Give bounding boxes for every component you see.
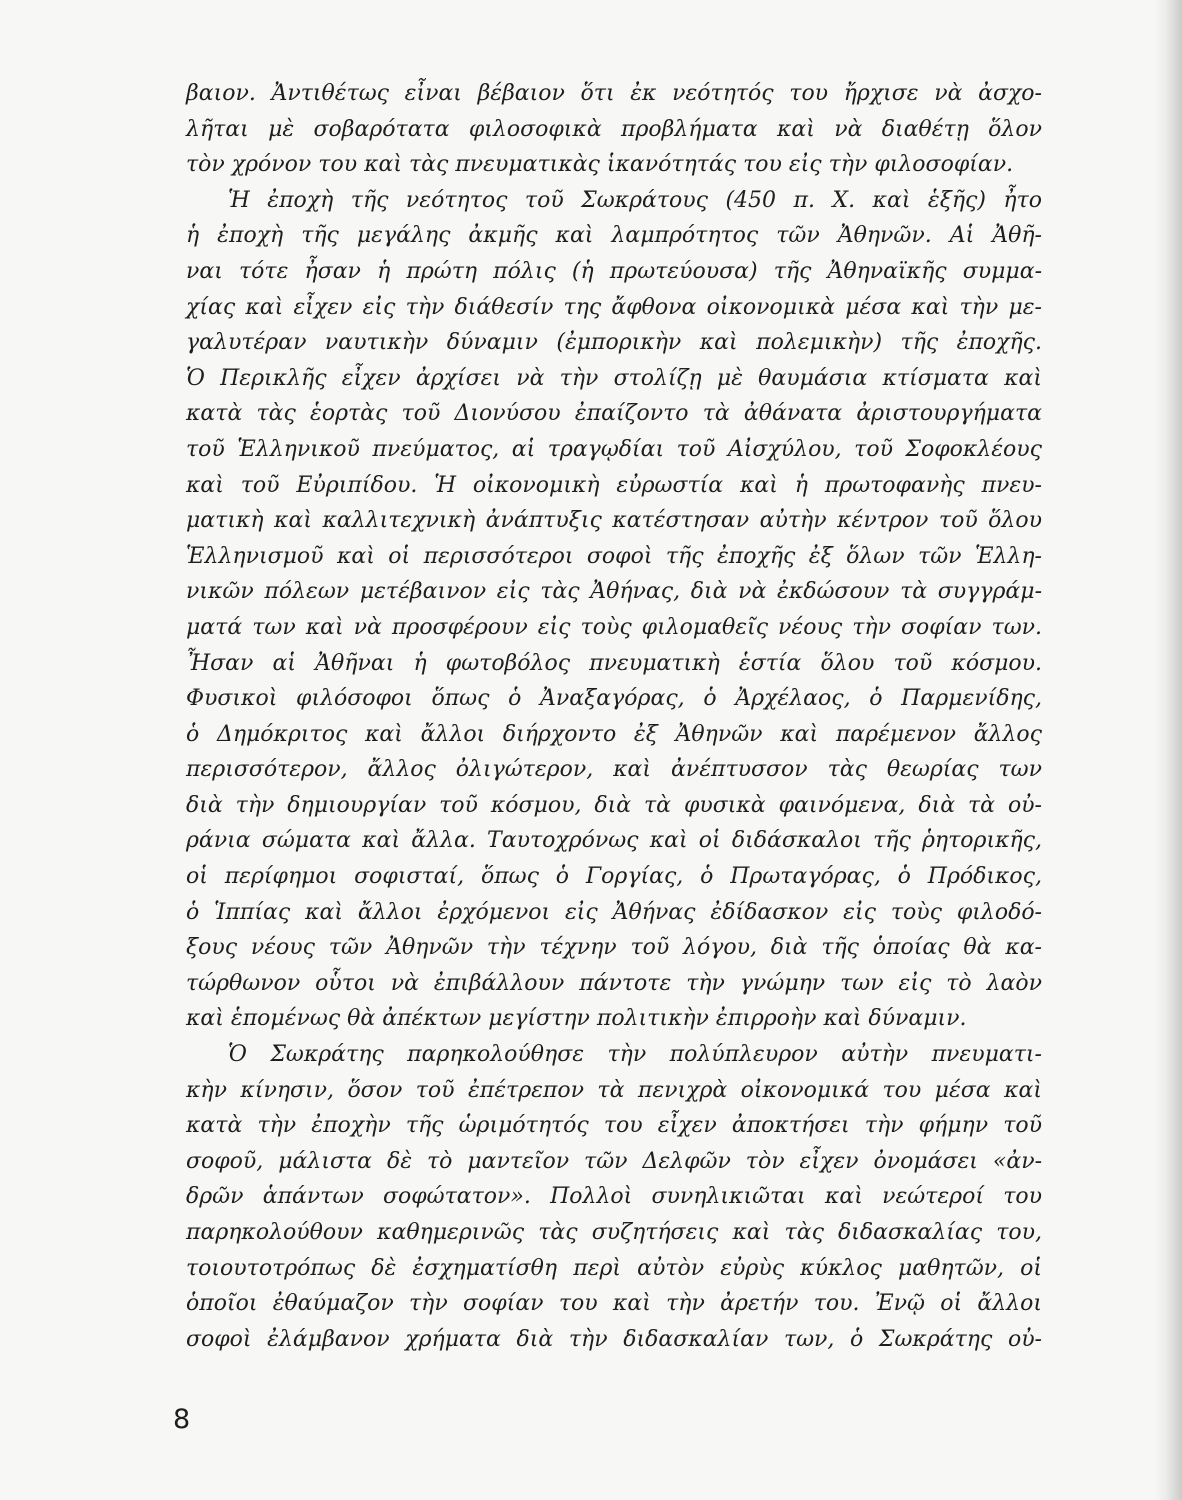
text-line: δρῶν ἁπάντων σοφώτατον». Πολλοὶ συνηλικιῶται καὶ νεώτεροί του [186, 1184, 1042, 1210]
text-line: Ὁ Σωκράτης παρηκολούθησε τὴν πολύπλευρον αὐτὴν πνευματι- [228, 1042, 1042, 1068]
text-line: λῆται μὲ σοβαρότατα φιλοσοφικὰ προβλήματα καὶ νὰ διαθέτῃ ὅλον [186, 116, 1042, 142]
text-line: τοιουτοτρόπως δὲ ἐσχηματίσθη περὶ αὐτὸν εὐρὺς κύκλος μαθητῶν, οἱ [186, 1255, 1042, 1281]
text-line: κατὰ τὰς ἑορτὰς τοῦ Διονύσου ἐπαίζοντο τὰ ἀθάνατα ἀριστουργήματα [186, 401, 1042, 427]
text-line: ξους νέους τῶν Ἀθηνῶν τὴν τέχνην τοῦ λόγου, διὰ τῆς ὁποίας θὰ κα- [186, 935, 1042, 961]
text-line: βαιον. Ἀντιθέτως εἶναι βέβαιον ὅτι ἐκ νεότητός του ἤρχισε νὰ ἀσχο- [186, 81, 1042, 106]
text-line: σοφοῦ, μάλιστα δὲ τὸ μαντεῖον τῶν Δελφῶν τὸν εἶχεν ὀνομάσει «ἀν- [186, 1148, 1042, 1174]
text-line: νικῶν πόλεων μετέβαινον εἰς τὰς Ἀθήνας, διὰ νὰ ἐκδώσουν τὰ συγγράμ- [186, 579, 1042, 605]
text-line: τὸν χρόνον του καὶ τὰς πνευματικὰς ἱκανότητάς του εἰς τὴν φιλοσοφίαν. [186, 152, 1014, 178]
text-line: τώρθωνον οὗτοι νὰ ἐπιβάλλουν πάντοτε τὴν γνώμην των εἰς τὸ λαὸν [186, 970, 1042, 996]
text-line: γαλυτέραν ναυτικὴν δύναμιν (ἐμπορικὴν καὶ πολεμικὴν) τῆς ἐποχῆς. [186, 330, 1042, 356]
text-line: καὶ τοῦ Εὐριπίδου. Ἡ οἰκονομικὴ εὐρωστία καὶ ἡ πρωτοφανὴς πνευ- [186, 472, 1042, 498]
page-number: 8 [173, 1404, 191, 1435]
text-line: Ἦσαν αἱ Ἀθῆναι ἡ φωτοβόλος πνευματικὴ ἑστία ὅλου τοῦ κόσμου. [186, 650, 1042, 676]
text-line: οἱ περίφημοι σοφισταί, ὅπως ὁ Γοργίας, ὁ Πρωταγόρας, ὁ Πρόδικος, [186, 864, 1042, 890]
text-line: ράνια σώματα καὶ ἄλλα. Ταυτοχρόνως καὶ οἱ διδάσκαλοι τῆς ῥητορικῆς, [186, 828, 1042, 854]
text-line: ὁ Ἱππίας καὶ ἄλλοι ἐρχόμενοι εἰς Ἀθήνας ἐδίδασκον εἰς τοὺς φιλοδό- [186, 899, 1042, 925]
text-line: ματικὴ καὶ καλλιτεχνικὴ ἀνάπτυξις κατέστησαν αὐτὴν κέντρον τοῦ ὅλου [186, 508, 1042, 534]
text-line: Φυσικοὶ φιλόσοφοι ὅπως ὁ Ἀναξαγόρας, ὁ Ἀρχέλαος, ὁ Παρμενίδης, [186, 686, 1042, 712]
text-line: Ἑλληνισμοῦ καὶ οἱ περισσότεροι σοφοὶ τῆς ἐποχῆς ἐξ ὅλων τῶν Ἑλλη- [186, 543, 1042, 569]
text-line: παρηκολούθουν καθημερινῶς τὰς συζητήσεις καὶ τὰς διδασκαλίας του, [186, 1220, 1042, 1245]
text-line: διὰ τὴν δημιουργίαν τοῦ κόσμου, διὰ τὰ φυσικὰ φαινόμενα, διὰ τὰ οὐ- [186, 792, 1042, 818]
text-line: τοῦ Ἑλληνικοῦ πνεύματος, αἱ τραγῳδίαι τοῦ Αἰσχύλου, τοῦ Σοφοκλέους [186, 436, 1042, 462]
body-text [186, 76, 1042, 1357]
text-line: κατὰ τὴν ἐποχὴν τῆς ὡριμότητός του εἶχεν ἀποκτήσει τὴν φήμην τοῦ [186, 1113, 1042, 1139]
text-line: ματά των καὶ νὰ προσφέρουν εἰς τοὺς φιλομαθεῖς νέους τὴν σοφίαν των. [186, 614, 1042, 640]
text-line: χίας καὶ εἶχεν εἰς τὴν διάθεσίν της ἄφθονα οἰκονομικὰ μέσα καὶ τὴν με- [186, 294, 1042, 320]
text-line: Ὁ Περικλῆς εἶχεν ἀρχίσει νὰ τὴν στολίζῃ μὲ θαυμάσια κτίσματα καὶ [186, 365, 1042, 391]
text-line: ἡ ἐποχὴ τῆς μεγάλης ἀκμῆς καὶ λαμπρότητος τῶν Ἀθηνῶν. Αἱ Ἀθῆ- [186, 223, 1042, 249]
text-line: καὶ ἑπομένως θὰ ἀπέκτων μεγίστην πολιτικὴν ἐπιρροὴν καὶ δύναμιν. [186, 1006, 967, 1032]
spine-shadow [1154, 0, 1182, 1500]
text-line: Ἡ ἐποχὴ τῆς νεότητος τοῦ Σωκράτους (450 π. Χ. καὶ ἑξῆς) ἦτο [228, 187, 1042, 213]
text-line: σοφοὶ ἐλάμβανον χρήματα διὰ τὴν διδασκαλίαν των, ὁ Σωκράτης οὐ- [186, 1326, 1042, 1352]
text-line: ὁποῖοι ἐθαύμαζον τὴν σοφίαν του καὶ τὴν ἀρετήν του. Ἐνῷ οἱ ἄλλοι [186, 1291, 1042, 1317]
text-line: κὴν κίνησιν, ὅσον τοῦ ἐπέτρεπον τὰ πενιχρὰ οἰκονομικά του μέσα καὶ [186, 1077, 1042, 1103]
text-line: ναι τότε ἦσαν ἡ πρώτη πόλις (ἡ πρωτεύουσα) τῆς Ἀθηναϊκῆς συμμα- [186, 258, 1042, 284]
text-line: ὁ Δημόκριτος καὶ ἄλλοι διήρχοντο ἐξ Ἀθηνῶν καὶ παρέμενον ἄλλος [186, 721, 1042, 747]
text-line: περισσότερον, ἄλλος ὀλιγώτερον, καὶ ἀνέπτυσσον τὰς θεωρίας των [186, 757, 1042, 783]
